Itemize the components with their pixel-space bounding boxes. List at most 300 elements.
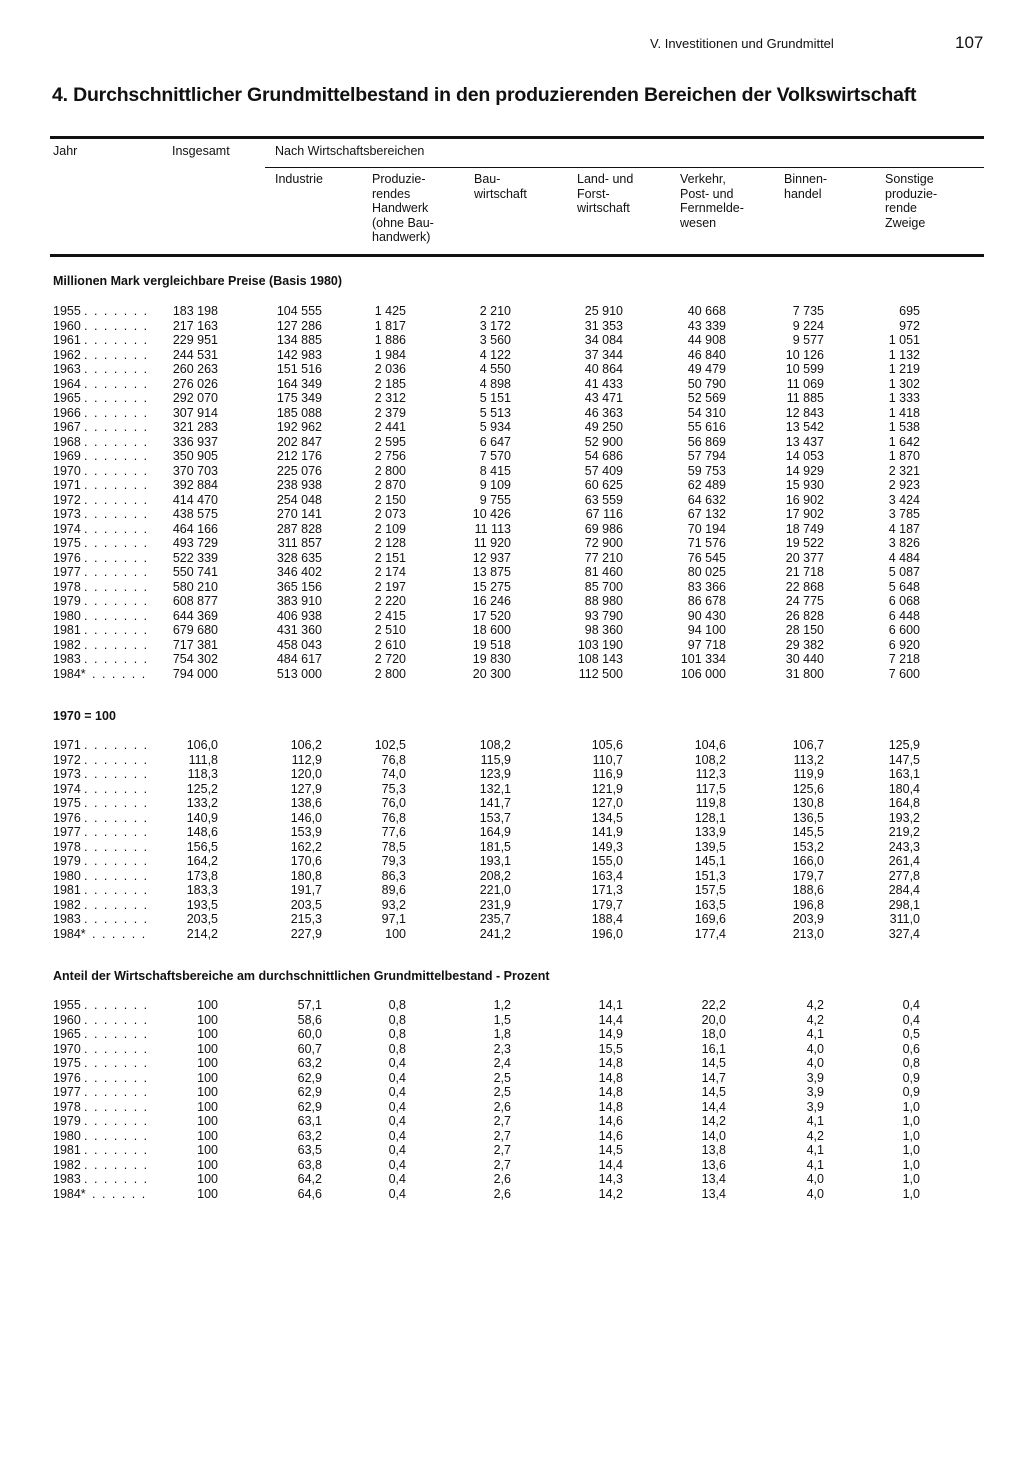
table-cell: 261,4: [888, 854, 920, 868]
table-cell: 2,6: [493, 1186, 511, 1201]
table-cell: 2 151: [374, 550, 406, 565]
leader-dots: . . . . . . .: [84, 897, 149, 912]
table-cell: 0,6: [902, 1041, 920, 1056]
table-cell: 3 424: [888, 492, 920, 507]
leader-dots: . . . . . . .: [84, 333, 149, 347]
table-cell: 203,5: [186, 912, 218, 926]
table-row: [0, 1100, 1024, 1115]
table-cell: 64,2: [297, 1172, 322, 1186]
table-cell: 298,1: [888, 897, 920, 912]
table-cell: 7 735: [792, 304, 824, 318]
table-cell: 14,0: [701, 1128, 726, 1143]
table-cell: 54 310: [687, 405, 726, 420]
table-row: [0, 1042, 1024, 1057]
table-row: [0, 1056, 1024, 1071]
section-rows-index: [0, 738, 1024, 941]
table-row: [0, 522, 1024, 537]
table-cell: 180,4: [888, 781, 920, 796]
table-cell: 171,3: [591, 883, 623, 897]
table-cell: 173,8: [186, 868, 218, 883]
section-title-index: 1970 = 100: [53, 709, 116, 723]
table-cell: 71 576: [687, 536, 726, 550]
table-cell: 5 151: [479, 391, 511, 405]
table-cell: 130,8: [792, 796, 824, 810]
table-row: [0, 362, 1024, 377]
table-cell: 193,5: [186, 897, 218, 912]
leader-dots: . . . . . . .: [84, 420, 149, 434]
table-cell: 40 864: [584, 362, 623, 376]
row-year: 1981: [53, 623, 81, 637]
table-cell: 5 513: [479, 405, 511, 420]
table-cell: 2 870: [374, 478, 406, 492]
leader-dots: . . . . . . .: [84, 347, 149, 362]
table-cell: 16 246: [472, 594, 511, 608]
table-cell: 270 141: [276, 507, 322, 521]
table-cell: 1 984: [374, 347, 406, 362]
table-cell: 155,0: [591, 854, 623, 868]
table-cell: 14,4: [701, 1099, 726, 1114]
table-cell: 163,5: [694, 897, 726, 912]
table-cell: 10 426: [472, 507, 511, 521]
leader-dots: . . . . . . .: [84, 1056, 149, 1070]
table-cell: 4,2: [806, 1012, 824, 1027]
table-cell: 164,9: [479, 825, 511, 839]
table-cell: 86,3: [381, 868, 406, 883]
table-cell: 1,0: [902, 1157, 920, 1172]
row-year: 1979: [53, 594, 81, 608]
table-cell: 57 409: [584, 463, 623, 478]
table-cell: 119,9: [793, 767, 824, 781]
leader-dots: . . . . . . .: [84, 376, 149, 391]
leader-dots: . . . . . . .: [84, 318, 149, 333]
row-year: 1971: [53, 478, 81, 492]
table-cell: 4,1: [806, 1157, 824, 1172]
table-cell: 100: [197, 1172, 218, 1186]
row-year: 1955: [53, 304, 81, 318]
table-cell: 3 826: [888, 536, 920, 550]
table-cell: 110,7: [592, 752, 623, 767]
leader-dots: . . . . . . .: [84, 1143, 149, 1157]
table-cell: 458 043: [276, 637, 322, 652]
table-row: [0, 1172, 1024, 1187]
table-cell: 183 198: [172, 304, 218, 318]
table-cell: 78,5: [381, 839, 406, 854]
leader-dots: . . . . . . .: [84, 1114, 149, 1128]
table-cell: 2 036: [374, 362, 406, 376]
table-cell: 5 087: [888, 565, 920, 579]
leader-dots: . . . . . . .: [84, 752, 149, 767]
table-cell: 3 172: [479, 318, 511, 333]
table-cell: 321 283: [172, 420, 218, 434]
table-cell: 18,0: [701, 1027, 726, 1041]
table-cell: 64,6: [297, 1186, 322, 1201]
table-cell: 83 366: [687, 579, 726, 594]
table-cell: 140,9: [186, 810, 218, 825]
table-cell: 185 088: [276, 405, 322, 420]
leader-dots: . . . . . . .: [84, 781, 149, 796]
table-cell: 254 048: [276, 492, 322, 507]
col-header-handwerk: Produzie- rendes Handwerk (ohne Bau- handwerk): [372, 172, 434, 245]
table-cell: 97 718: [687, 637, 726, 652]
table-cell: 100: [197, 998, 218, 1012]
table-cell: 146,0: [290, 810, 322, 825]
table-cell: 754 302: [172, 652, 218, 666]
table-cell: 1,0: [902, 1143, 920, 1157]
table-cell: 119,8: [695, 796, 726, 810]
table-cell: 370 703: [172, 463, 218, 478]
table-cell: 162,2: [290, 839, 322, 854]
group-header-rule: [265, 167, 984, 168]
table-cell: 0,9: [902, 1085, 920, 1099]
leader-dots: . . . . . . .: [84, 579, 149, 594]
table-cell: 60 625: [584, 478, 623, 492]
leader-dots: . . . . . . .: [84, 521, 149, 536]
table-cell: 175 349: [276, 391, 322, 405]
row-year: 1977: [53, 565, 81, 579]
table-cell: 7 600: [888, 666, 920, 681]
table-cell: 141,7: [479, 796, 511, 810]
table-row: [0, 1129, 1024, 1144]
table-cell: 77 210: [584, 550, 623, 565]
table-cell: 22,2: [701, 998, 726, 1012]
table-cell: 0,4: [388, 1085, 406, 1099]
row-year: 1983: [53, 652, 81, 666]
table-top-rule: [50, 136, 984, 139]
table-cell: 2,4: [493, 1056, 511, 1070]
row-year: 1981: [53, 883, 81, 897]
table-cell: 138,6: [290, 796, 322, 810]
table-cell: 4 898: [479, 376, 511, 391]
row-year: 1980: [53, 1128, 81, 1143]
table-cell: 76,8: [381, 752, 406, 767]
col-header-verkehr: Verkehr, Post- und Fernmelde- wesen: [680, 172, 744, 230]
table-cell: 522 339: [172, 550, 218, 565]
table-row: [0, 377, 1024, 392]
table-cell: 62,9: [297, 1099, 322, 1114]
table-cell: 164 349: [276, 376, 322, 391]
table-cell: 113,2: [793, 752, 824, 767]
table-cell: 580 210: [172, 579, 218, 594]
table-cell: 406 938: [276, 608, 322, 623]
table-cell: 2 321: [888, 463, 920, 478]
table-cell: 188,4: [591, 912, 623, 926]
table-cell: 0,4: [388, 1114, 406, 1128]
table-cell: 100: [197, 1128, 218, 1143]
table-cell: 149,3: [591, 839, 623, 854]
table-cell: 89,6: [381, 883, 406, 897]
table-cell: 0,4: [902, 1012, 920, 1027]
table-cell: 431 360: [276, 623, 322, 637]
table-cell: 43 471: [584, 391, 623, 405]
table-cell: 9 577: [792, 333, 824, 347]
table-cell: 231,9: [479, 897, 511, 912]
table-cell: 2 150: [374, 492, 406, 507]
table-cell: 5 934: [479, 420, 511, 434]
leader-dots: . . . . . . .: [84, 1041, 149, 1056]
table-cell: 0,8: [388, 1027, 406, 1041]
table-cell: 2,6: [493, 1099, 511, 1114]
table-cell: 29 382: [785, 637, 824, 652]
table-cell: 2 510: [374, 623, 406, 637]
table-cell: 14,9: [598, 1027, 623, 1041]
table-cell: 14,8: [598, 1070, 623, 1085]
col-header-total: Insgesamt: [172, 144, 230, 158]
row-year: 1978: [53, 579, 81, 594]
table-cell: 142 983: [276, 347, 322, 362]
table-cell: 0,4: [388, 1186, 406, 1201]
table-cell: 169,6: [694, 912, 726, 926]
table-row: [0, 1143, 1024, 1158]
row-year: 1974: [53, 781, 81, 796]
table-cell: 34 084: [584, 333, 623, 347]
leader-dots: . . . . . . .: [84, 738, 149, 752]
leader-dots: . . . . . . .: [84, 998, 149, 1012]
leader-dots: . . . . . . .: [84, 536, 149, 550]
table-cell: 58,6: [297, 1012, 322, 1027]
table-cell: 2 379: [374, 405, 406, 420]
table-cell: 438 575: [172, 507, 218, 521]
table-cell: 57,1: [297, 998, 322, 1012]
table-row: [0, 478, 1024, 493]
leader-dots: . . . . . . .: [84, 623, 149, 637]
row-year: 1973: [53, 767, 81, 781]
table-cell: 346 402: [276, 565, 322, 579]
table-cell: 117,5: [695, 781, 726, 796]
table-cell: 0,4: [388, 1056, 406, 1070]
table-cell: 2,7: [493, 1143, 511, 1157]
table-cell: 14,6: [598, 1114, 623, 1128]
leader-dots: . . . . . . .: [84, 565, 149, 579]
row-year: 1982: [53, 637, 81, 652]
table-cell: 56 869: [687, 434, 726, 449]
table-cell: 102,5: [374, 738, 406, 752]
row-year: 1980: [53, 868, 81, 883]
table-row: [0, 594, 1024, 609]
table-cell: 2 756: [374, 449, 406, 463]
leader-dots: . . . . . . .: [84, 854, 149, 868]
table-cell: 106,2: [290, 738, 322, 752]
table-cell: 81 460: [584, 565, 623, 579]
table-row: [0, 507, 1024, 522]
table-cell: 75,3: [381, 781, 406, 796]
table-cell: 8 415: [479, 463, 511, 478]
table-cell: 100: [197, 1012, 218, 1027]
leader-dots: . . . . . . .: [84, 883, 149, 897]
table-cell: 11 920: [473, 536, 511, 550]
table-cell: 139,5: [694, 839, 726, 854]
table-cell: 46 840: [687, 347, 726, 362]
table-cell: 1 333: [888, 391, 920, 405]
table-cell: 1,2: [493, 998, 511, 1012]
table-cell: 695: [899, 304, 920, 318]
table-cell: 2,7: [493, 1157, 511, 1172]
table-cell: 106 000: [680, 666, 726, 681]
table-row: [0, 435, 1024, 450]
row-year: 1972: [53, 752, 81, 767]
table-cell: 100: [385, 926, 406, 941]
table-cell: 13 542: [785, 420, 824, 434]
table-row: [0, 898, 1024, 913]
table-cell: 1 425: [374, 304, 406, 318]
table-row: [0, 1013, 1024, 1028]
table-cell: 15 275: [472, 579, 511, 594]
row-year: 1983: [53, 912, 81, 926]
table-cell: 188,6: [792, 883, 824, 897]
table-cell: 4 550: [479, 362, 511, 376]
table-cell: 54 686: [584, 449, 623, 463]
leader-dots: . . . . . . .: [84, 839, 149, 854]
table-cell: 9 109: [479, 478, 511, 492]
leader-dots: . . . . . . .: [84, 1128, 149, 1143]
table-cell: 14,3: [598, 1172, 623, 1186]
table-cell: 6 600: [888, 623, 920, 637]
table-cell: 4,1: [806, 1114, 824, 1128]
row-year: 1964: [53, 376, 81, 391]
table-cell: 108,2: [694, 752, 726, 767]
row-year: 1977: [53, 1085, 81, 1099]
leader-dots: . . . . . . .: [84, 1172, 149, 1186]
table-cell: 4 122: [479, 347, 511, 362]
table-cell: 0,4: [902, 998, 920, 1012]
row-year: 1979: [53, 1114, 81, 1128]
leader-dots: . . . . . . .: [84, 1085, 149, 1099]
table-cell: 21 718: [785, 565, 824, 579]
table-cell: 6 647: [479, 434, 511, 449]
table-cell: 108 143: [577, 652, 623, 666]
table-cell: 90 430: [687, 608, 726, 623]
table-row: [0, 420, 1024, 435]
table-cell: 116,9: [592, 767, 623, 781]
leader-dots: . . . . . . .: [84, 608, 149, 623]
leader-dots: . . . . . . .: [84, 463, 149, 478]
table-cell: 20 377: [785, 550, 824, 565]
table-cell: 2,5: [493, 1070, 511, 1085]
table-cell: 43 339: [687, 318, 726, 333]
table-cell: 52 569: [687, 391, 726, 405]
table-cell: 327,4: [888, 926, 920, 941]
table-cell: 1,0: [902, 1172, 920, 1186]
table-cell: 2,7: [493, 1128, 511, 1143]
table-cell: 336 937: [172, 434, 218, 449]
table-cell: 2 128: [374, 536, 406, 550]
table-cell: 14,5: [598, 1143, 623, 1157]
table-cell: 0,4: [388, 1128, 406, 1143]
table-cell: 2 109: [374, 521, 406, 536]
table-cell: 153,9: [290, 825, 322, 839]
table-cell: 30 440: [785, 652, 824, 666]
table-cell: 163,1: [888, 767, 920, 781]
table-cell: 14,5: [701, 1056, 726, 1070]
table-cell: 98 360: [584, 623, 623, 637]
table-cell: 147,5: [888, 752, 920, 767]
table-row: [0, 1158, 1024, 1173]
table-row: [0, 840, 1024, 855]
table-cell: 179,7: [591, 897, 623, 912]
table-row: [0, 782, 1024, 797]
table-cell: 219,2: [888, 825, 920, 839]
table-cell: 74,0: [381, 767, 406, 781]
table-cell: 55 616: [687, 420, 726, 434]
table-cell: 10 126: [785, 347, 824, 362]
table-row: [0, 1114, 1024, 1129]
table-cell: 44 908: [687, 333, 726, 347]
table-cell: 97,1: [381, 912, 406, 926]
table-cell: 2 174: [374, 565, 406, 579]
table-cell: 217 163: [172, 318, 218, 333]
table-cell: 100: [197, 1099, 218, 1114]
leader-dots: . . . . . . .: [84, 868, 149, 883]
table-cell: 2 220: [374, 594, 406, 608]
leader-dots: . . . . . . .: [84, 449, 149, 463]
table-cell: 1 418: [888, 405, 920, 420]
table-row: [0, 1085, 1024, 1100]
table-cell: 208,2: [479, 868, 511, 883]
table-cell: 13,6: [701, 1157, 726, 1172]
section-title-millionen: Millionen Mark vergleichbare Preise (Basis 1980): [53, 274, 343, 288]
table-row: [0, 667, 1024, 682]
col-header-landwirtschaft: Land- und Forst- wirtschaft: [577, 172, 634, 216]
table-cell: 191,7: [290, 883, 322, 897]
table-cell: 2 595: [374, 434, 406, 449]
table-cell: 63,8: [297, 1157, 322, 1172]
table-cell: 22 868: [785, 579, 824, 594]
table-cell: 14,2: [598, 1186, 623, 1201]
table-cell: 80 025: [687, 565, 726, 579]
table-cell: 12 843: [785, 405, 824, 420]
leader-dots: . . . . . . .: [84, 796, 149, 810]
table-row: [0, 536, 1024, 551]
table-cell: 153,7: [479, 810, 511, 825]
leader-dots: . . . . . . .: [84, 810, 149, 825]
table-cell: 1,0: [902, 1128, 920, 1143]
table-cell: 284,4: [888, 883, 920, 897]
table-cell: 7 570: [479, 449, 511, 463]
row-year: 1984*: [53, 926, 86, 941]
table-cell: 16,1: [701, 1041, 726, 1056]
table-cell: 679 680: [172, 623, 218, 637]
table-row: [0, 1187, 1024, 1202]
table-cell: 1,0: [902, 1114, 920, 1128]
table-cell: 2,3: [493, 1041, 511, 1056]
col-header-industrie: Industrie: [275, 172, 323, 186]
table-cell: 123,9: [479, 767, 511, 781]
table-row: [0, 767, 1024, 782]
table-cell: 93,2: [381, 897, 406, 912]
table-cell: 13 437: [785, 434, 824, 449]
leader-dots: . . . . . . .: [84, 391, 149, 405]
col-header-year: Jahr: [53, 144, 78, 158]
table-cell: 4,1: [806, 1143, 824, 1157]
table-cell: 3 785: [888, 507, 920, 521]
table-cell: 193,2: [888, 810, 920, 825]
table-cell: 717 381: [172, 637, 218, 652]
table-cell: 94 100: [687, 623, 726, 637]
table-cell: 133,2: [186, 796, 218, 810]
table-cell: 215,3: [290, 912, 322, 926]
table-cell: 0,4: [388, 1143, 406, 1157]
row-year: 1983: [53, 1172, 81, 1186]
col-header-bauwirtschaft: Bau- wirtschaft: [474, 172, 527, 201]
leader-dots: . . . . . . .: [84, 1099, 149, 1114]
table-cell: 31 353: [584, 318, 623, 333]
table-cell: 24 775: [785, 594, 824, 608]
table-cell: 383 910: [276, 594, 322, 608]
table-row: [0, 304, 1024, 319]
table-cell: 108,2: [479, 738, 511, 752]
table-cell: 0,8: [388, 1012, 406, 1027]
row-year: 1976: [53, 810, 81, 825]
leader-dots: . . . . . .: [92, 666, 147, 681]
